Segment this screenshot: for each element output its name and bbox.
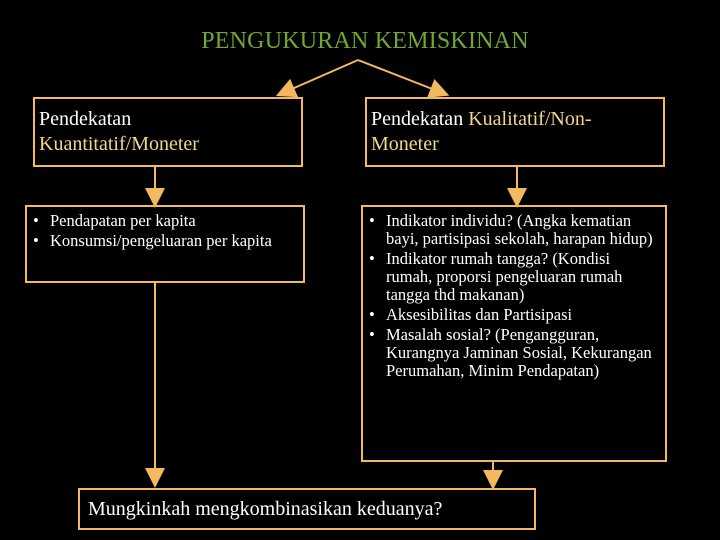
- list-item: • Indikator rumah tangga? (Kondisi rumah, proporsi pengeluaran rumah tangga thd makanan): [369, 249, 623, 304]
- qualitative-label-highlight1: Kualitatif/Non-: [468, 108, 592, 130]
- qualitative-label-prefix: Pendekatan: [371, 108, 469, 130]
- quantitative-approach-box: [33, 97, 303, 167]
- combination-question-box: [78, 488, 536, 530]
- list-item: • Masalah sosial? (Pengangguran, Kurangnya Jaminan Sosial, Kekurangan Perumahan, Minim Pendapatan): [369, 325, 652, 380]
- fork-arrow-left: [285, 60, 358, 92]
- quantitative-indicator-list: [31, 212, 299, 250]
- combination-question-text: Mungkinkah mengkombinasikan keduanya?: [88, 498, 443, 520]
- qualitative-indicators-box: [361, 205, 667, 462]
- list-item: • Indikator individu? (Angka kematian bayi, partisipasi sekolah, harapan hidup): [369, 211, 653, 248]
- quantitative-indicators-box: [25, 205, 305, 283]
- qualitative-label-highlight2: Moneter: [371, 133, 439, 155]
- quantitative-label-line1: Pendekatan: [39, 108, 132, 130]
- list-item: • Konsumsi/pengeluaran per kapita: [33, 231, 272, 250]
- quantitative-label-line2: Kuantitatif/Moneter: [39, 133, 199, 155]
- list-item: • Aksesibilitas dan Partisipasi: [369, 305, 573, 324]
- list-item: • Pendapatan per kapita: [33, 211, 196, 230]
- qualitative-approach-box: [365, 97, 665, 167]
- diagram-title: PENGUKURAN KEMISKINAN: [201, 28, 529, 54]
- qualitative-indicator-list: [367, 212, 657, 380]
- fork-arrow-right: [358, 60, 440, 92]
